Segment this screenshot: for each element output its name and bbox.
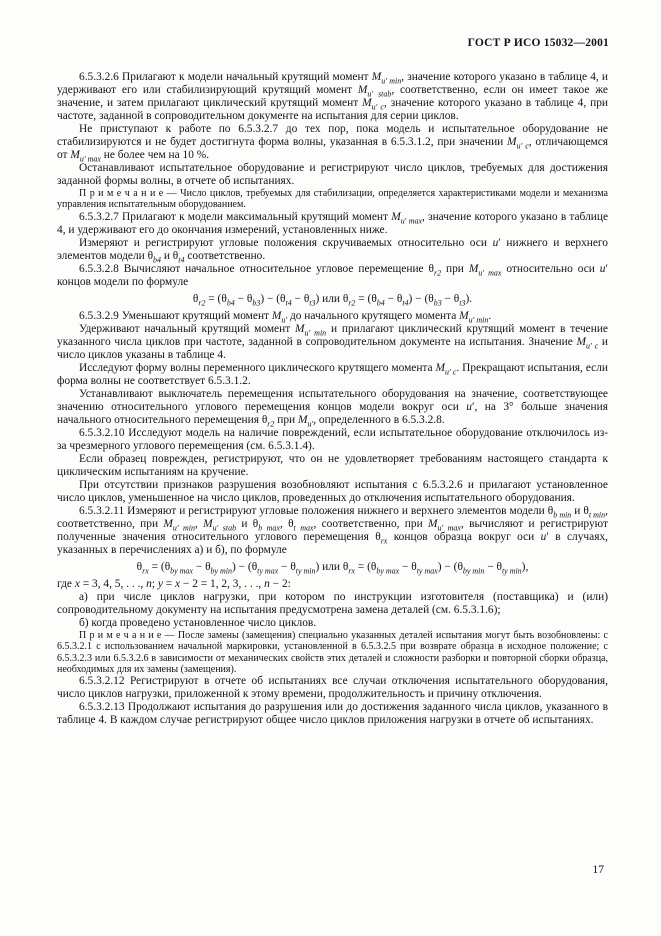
formula: $\theta_{r2} = (\theta_{b4} - \theta_{b3}) - (\theta_{t4} - \theta_{t3})$ или $\theta_{r2} = (\theta_{b4} - \theta_{t4}) - (\theta_{b3} - \theta_{t3})$.: [192, 292, 473, 308]
where-clause: где x = 3, 4, 5, . . ., n; y = x − 2 = 1, 2, 3, . . ., n − 2:: [57, 577, 291, 590]
list-item: б) когда проведено установленное число циклов.: [79, 616, 317, 629]
list-item: а) при числе циклов нагрузки, при котором по инструкции изготовителя (поставщика) и (или) сопроводительному документу на испытания предусмотрена замена деталей (см. 6.5.3.1.6);: [57, 590, 608, 616]
paragraph: Удерживают начальный крутящий момент $M_{u' min}$ и прилагают циклический крутящий момент в течение указанного числа циклов при частоте, заданной в сопроводительном документе на испытания. Значение $M_{u' c}$ и число циклов указаны в таблице 4.: [57, 322, 609, 361]
paragraph: Не приступают к работе по 6.5.3.2.7 до тех пор, пока модель и испытательное оборудование не стабилизируются и не будет достигнута форма волны, указанная в 6.5.3.1.2, при значении $M_{u' c}$, отличающемся от $M_{u' max}$ не более чем на 10 %.: [57, 123, 608, 164]
paragraph: 6.5.3.2.8 Вычисляют начальное относительное угловое перемещение $\theta_{r2}$ при $M_{u' max}$ относительно оси u′ концов модели по формуле: [57, 262, 608, 288]
formula: $\theta_{rx} = (\theta_{by max} - \theta_{by min}) - (\theta_{ty max} - \theta_{ty min})$ или $\theta_{rx} = (\theta_{by max} - \theta_{ty max}) - (\theta_{by min} - \theta_{ty min})$,: [136, 560, 529, 576]
paragraph: 6.5.3.2.6 Прилагают к модели начальный крутящий момент $M_{u' min}$, значение которого указано в таблице 4, и удерживают его или стабилизирующий крутящий момент $M_{u' stab}$, соответственно, если он имеет такое же значение, и затем прилагают циклический крутящий момент $M_{u' c}$, значение которого указано в таблице 4, при частоте, заданной в сопроводительном документе на испытания для серии циклов.: [57, 71, 609, 122]
paragraph: 6.5.3.2.13 Продолжают испытания до разрушения или до достижения заданного числа циклов, указанного в таблице 4. В каждом случае регистрируют общее число циклов приложения нагрузки в отчете об испытаниях.: [57, 701, 608, 727]
paragraph: Останавливают испытательное оборудование и регистрируют число циклов, требуемых для достижения заданной формы волны, в отчете об испытаниях.: [57, 162, 608, 187]
paragraph: Исследуют форму волны переменного циклического крутящего момента $M_{u' c}$. Прекращают испытания, если форма волны не соответствует 6.5.3.1.2.: [57, 361, 608, 387]
paragraph: Если образец поврежден, регистрируют, что он не удовлетворяет требованиям настоящего стандарта к циклическим испытаниям на кручение.: [57, 452, 608, 478]
standard-designation: ГОСТ Р ИСО 15032—2001: [467, 37, 609, 49]
paragraph: 6.5.3.2.7 Прилагают к модели максимальный крутящий момент $M_{u' max}$, значение которого указано в таблице 4, и удерживают его до окончания измерений, установленных ниже.: [57, 210, 608, 236]
paragraph: 6.5.3.2.10 Исследуют модель на наличие повреждений, если испытательное оборудование отключилось из-за чрезмерного углового перемещения (см. 6.5.3.1.4).: [57, 426, 608, 452]
note: П р и м е ч а н и е — После замены (замещения) специально указанных деталей испытания могут быть возобновлены: с 6.5.3.2.1 с использованием начальной маркировки, установленной в 6.5.3.2.5 при возврате образца в исходное положение; с 6.5.3.2.3 или 6.5.3.2.6 в зависимости от механических свойств этих деталей и сложности разборки и повторной сборки образца, необходимых для их замены (замещения).: [57, 629, 608, 676]
note: П р и м е ч а н и е — Число циклов, требуемых для стабилизации, определяется характеристиками модели и механизма управления испытательным оборудованием.: [57, 188, 608, 211]
paragraph: Измеряют и регистрируют угловые положения скручиваемых относительно оси u′ нижнего и верхнего элементов модели $\theta_{b4}$ и $\theta_{t4}$ соответственно.: [57, 236, 609, 265]
document-body: [57, 71, 608, 727]
paragraph: 6.5.3.2.11 Измеряют и регистрируют угловые положения нижнего и верхнего элементов модели $\theta_{b min}$ и $\theta_{t min}$, соответственно, при $M_{u' min}$, $M_{u' stab}$ и $\theta_{b max}$, $\theta_{t max}$, соответственно, при $M_{u' max}$, вычисляют и регистрируют полученные значения относительного углового перемещения $\theta_{rx}$ концов образца вокруг оси u′ в случаях, указанных в перечислениях а) и б), по формуле: [57, 504, 609, 556]
paragraph: 6.5.3.2.12 Регистрируют в отчете об испытаниях все случаи отключения испытательного оборудования, число циклов нагрузки, приложенной к этому времени, продолжительность и причину отключения.: [57, 675, 608, 701]
page-number: 17: [592, 864, 604, 876]
paragraph: Устанавливают выключатель перемещения испытательного оборудования на значение, соответствующее значению относительного углового перемещения концов модели вокруг оси u′, на 3° больше значения начального относительного перемещения $\theta_{r2}$ при $M_{u'}$, определенного в 6.5.3.2.8.: [57, 387, 608, 429]
paragraph: 6.5.3.2.9 Уменьшают крутящий момент $M_{u'}$ до начального крутящего момента $M_{u' min}$.: [79, 309, 492, 325]
paragraph: При отсутствии признаков разрушения возобновляют испытания с 6.5.3.2.6 и прилагают установленное число циклов, уменьшенное на число циклов, проведенных до отключения испытательного оборудования.: [57, 478, 608, 504]
